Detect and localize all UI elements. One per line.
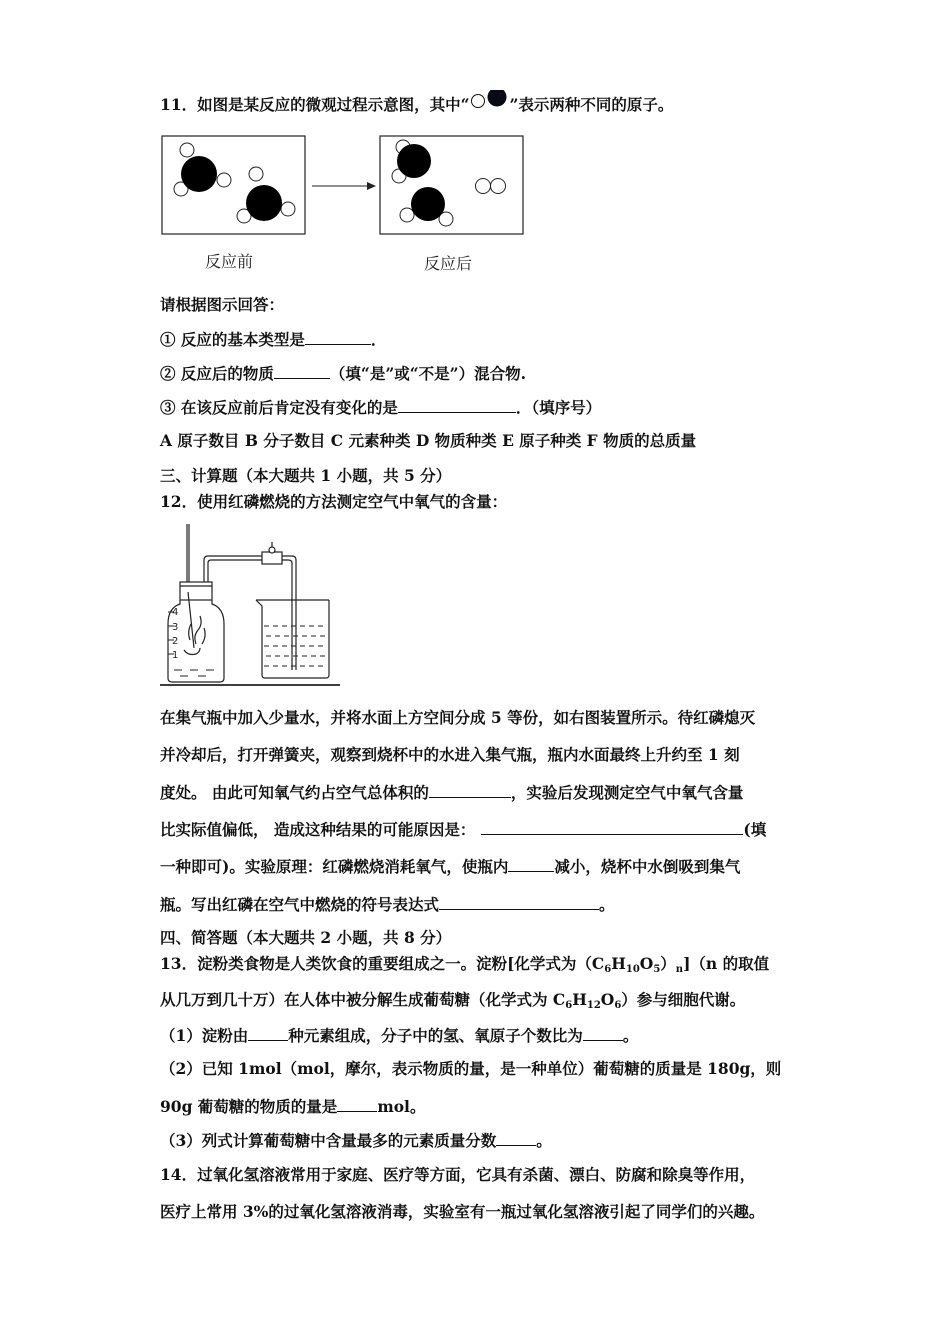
q13-l1-sub: 6 (604, 964, 612, 975)
q13-l3-b: 种元素组成，分子中的氢、氧原子个数比为 (288, 1026, 583, 1045)
q13-l1-d: ） (660, 954, 676, 973)
q13-l1-c: O (639, 954, 654, 973)
q13-l1-a: 13．淀粉类食物是人类饮食的重要组成之一。淀粉[化学式为（C (160, 954, 605, 973)
q12-para-1: 在集气瓶中加入少量水，并将水面上方空间分成 5 等份，如右图装置所示。待红磷熄灭 (160, 708, 756, 727)
q13-line-6 (160, 1130, 552, 1151)
apparatus-diagram (160, 520, 350, 690)
section-4-heading: 四、简答题（本大题共 2 小题，共 8 分） (160, 928, 452, 947)
q11-item-3 (160, 397, 601, 418)
q13-l5-b: mol。 (377, 1097, 426, 1116)
answer-blank[interactable] (248, 1025, 288, 1041)
q11-item-2-text: ② 反应后的物质 (160, 364, 274, 383)
q12-para-6-end: 。 (599, 895, 615, 914)
q13-l1-b: H (611, 954, 626, 973)
q11-item-3-text: ③ 在该反应前后肯定没有变化的是 (160, 398, 398, 417)
q12-para-5 (160, 856, 740, 877)
q13-l2-d: ）参与细胞代谢。 (621, 990, 746, 1009)
answer-blank[interactable] (496, 1130, 536, 1146)
q13-l6-a: （3）列式计算葡萄糖中含量最多的元素质量分数 (160, 1131, 497, 1150)
answer-blank[interactable] (508, 856, 554, 872)
q13-l2-c: O (600, 990, 615, 1009)
answer-blank[interactable] (481, 819, 743, 835)
q13-l1-sub: 10 (625, 964, 640, 975)
scale-label-1: 1 (172, 650, 179, 661)
q13-l2-a: 从几万到几十万）在人体中被分解生成葡萄糖（化学式为 C (160, 990, 566, 1009)
q11-prompt: 请根据图示回答： (160, 295, 285, 314)
jar-water (174, 670, 214, 676)
section-3-heading: 三、计算题（本大题共 1 小题，共 5 分） (160, 466, 452, 485)
white-atom-icon (471, 95, 484, 108)
q11-title-suffix: ”表示两种不同的原子。 (509, 95, 674, 114)
q13-line-1 (160, 954, 769, 980)
scale-label-3: 3 (172, 622, 179, 633)
q12-title: 12．使用红磷燃烧的方法测定空气中氧气的含量： (160, 492, 508, 511)
q13-line-5 (160, 1096, 425, 1117)
scale-label-2: 2 (172, 636, 179, 647)
q11-item-1-end: ． (370, 330, 387, 349)
q13-l5-a: 90g 葡萄糖的物质的量是 (160, 1097, 338, 1116)
q13-line-4: （2）已知 1mol（mol，摩尔，表示物质的量，是一种单位）葡萄糖的质量是 180g，则 (160, 1059, 782, 1078)
q13-l6-b: 。 (536, 1131, 552, 1150)
q13-l2-sub: 6 (614, 1000, 622, 1011)
q12-para-6 (160, 894, 615, 915)
q12-para-3-end: ，实验后发现测定空气中氧气含量 (510, 783, 744, 802)
q13-line-3 (160, 1025, 638, 1046)
answer-blank[interactable] (337, 1096, 377, 1112)
q13-l3-c: 。 (622, 1026, 639, 1045)
answer-blank[interactable] (429, 782, 511, 798)
q11-options: A 原子数目 B 分子数目 C 元素种类 D 物质种类 E 原子种类 F 物质的总质量 (160, 431, 697, 450)
atom-legend-icon (469, 90, 511, 112)
q12-para-5-text: 一种即可)。实验原理：红磷燃烧消耗氧气，使瓶内 (160, 857, 509, 876)
q14-line-1: 14．过氧化氢溶液常用于家庭、医疗等方面，它具有杀菌、漂白、防腐和除臭等作用， (160, 1165, 756, 1184)
q12-para-2: 并冷却后，打开弹簧夹，观察到烧杯中的水进入集气瓶，瓶内水面最终上升约至 1 刻 (160, 745, 740, 764)
q11-title-prefix: 11．如图是某反应的微观过程示意图，其中“ (160, 95, 470, 114)
q13-l2-sub: 6 (565, 1000, 573, 1011)
q14-line-2: 医疗上常用 3%的过氧化氢溶液消毒，实验室有一瓶过氧化氢溶液引起了同学们的兴趣。 (160, 1202, 765, 1221)
caption-after: 反应后 (424, 254, 473, 273)
q11-item-3-end: ．（填序号） (515, 398, 602, 417)
answer-blank[interactable] (305, 329, 371, 345)
q13-l2-sub: 12 (586, 1000, 601, 1011)
q13-l1-sub: n (675, 964, 684, 975)
caption-before: 反应前 (205, 252, 254, 271)
black-atom-icon (487, 90, 506, 107)
beaker-water (264, 626, 326, 666)
q12-para-3-text: 度处。 由此可知氧气约占空气总体积的 (160, 783, 429, 802)
q11-item-2-end: （填“是”或“不是”）混合物. (329, 364, 526, 383)
q13-l1-e: ]（n 的取值 (683, 954, 770, 973)
q12-para-4-text: 比实际值偏低， 造成这种结果的可能原因是： (160, 820, 476, 839)
reaction-arrow-icon (312, 182, 376, 190)
q13-line-2 (160, 990, 745, 1016)
q11-item-1 (160, 329, 386, 350)
q12-para-6-text: 瓶。写出红磷在空气中燃烧的符号表达式 (160, 895, 440, 914)
q11-item-2 (160, 363, 526, 384)
q12-para-4 (160, 819, 766, 840)
q12-para-5-end: 减小，烧杯中水倒吸到集气 (554, 857, 741, 876)
answer-blank[interactable] (274, 363, 330, 379)
scale-label-4: 4 (172, 607, 179, 618)
answer-blank[interactable] (439, 894, 599, 910)
q12-para-3 (160, 782, 743, 803)
q13-l2-b: H (572, 990, 587, 1009)
q11-item-1-text: ① 反应的基本类型是 (160, 330, 305, 349)
q13-l3-a: （1）淀粉由 (160, 1026, 249, 1045)
q12-para-4-end: (填 (743, 820, 767, 839)
answer-blank[interactable] (583, 1025, 623, 1041)
q11-title (160, 90, 673, 115)
answer-blank[interactable] (398, 397, 516, 413)
q13-l1-sub: 5 (653, 964, 661, 975)
